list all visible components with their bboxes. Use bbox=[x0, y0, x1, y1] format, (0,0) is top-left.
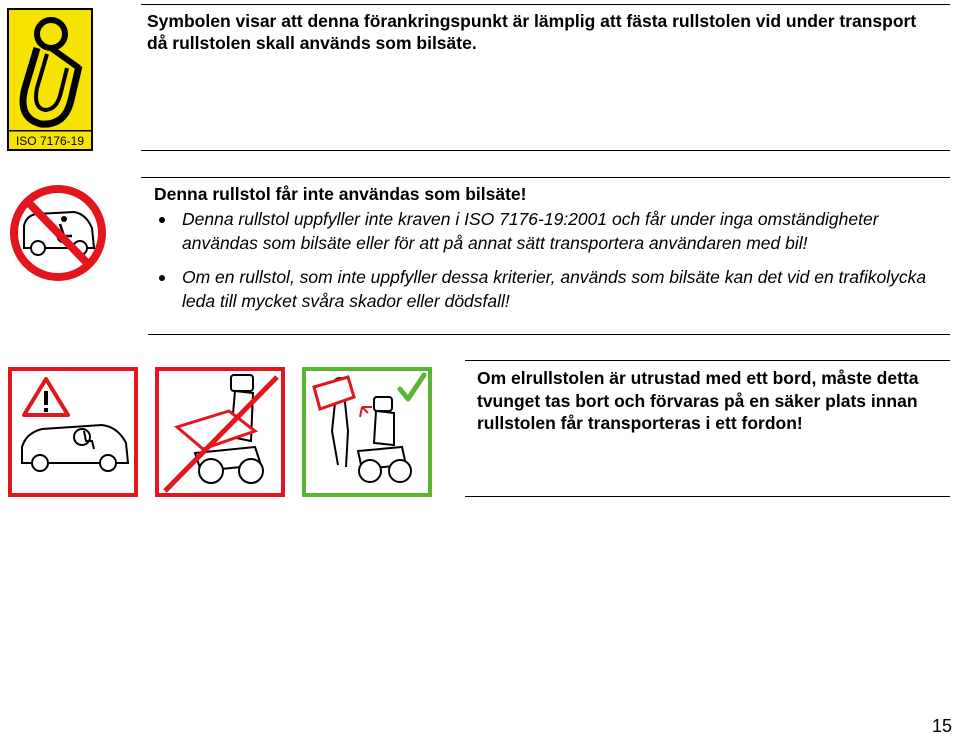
bullet-icon bbox=[159, 217, 165, 223]
table-removed-allowed-icon bbox=[302, 367, 432, 497]
iso-symbol-label: ISO 7176-19 bbox=[15, 134, 85, 148]
section3-top-rule bbox=[465, 360, 950, 361]
warning-bullet-list bbox=[150, 207, 940, 313]
table-removal-text: Om elrullstolen är utrustad med ett bord, måste detta tvunget tas bort och förvaras på en säker plats innan rullstolen får transporteras i ett fordon! bbox=[477, 368, 919, 433]
warning-car-icon bbox=[8, 367, 138, 497]
iso-anchor-symbol bbox=[7, 8, 93, 151]
section3-bottom-rule bbox=[465, 496, 950, 497]
bullet-icon bbox=[159, 275, 165, 281]
bullet-text: Om en rullstol, som inte uppfyller dessa kriterier, används som bilsäte kan det vid en trafikolycka leda till mycket svåra skador eller dödsfall! bbox=[182, 267, 927, 311]
section2-heading: Denna rullstol får inte användas som bilsäte! bbox=[154, 184, 527, 204]
section2-top-rule bbox=[141, 177, 950, 178]
page-number: 15 bbox=[931, 716, 952, 736]
list-item bbox=[150, 265, 940, 313]
top-rule bbox=[141, 4, 950, 5]
no-car-transport-icon bbox=[8, 182, 108, 284]
list-item bbox=[150, 207, 940, 255]
wheelchair-with-table-prohibited-icon bbox=[155, 367, 285, 497]
section1-bottom-rule bbox=[141, 150, 950, 151]
bullet-text: Denna rullstol uppfyller inte kraven i ISO 7176-19:2001 och får under inga omständigheter användas som bilsäte eller för att på annat sätt transportera användaren med bil! bbox=[182, 209, 879, 253]
section2-bottom-rule bbox=[148, 334, 950, 335]
iso-symbol-text: Symbolen visar att denna förankringspunkt är lämplig att fästa rullstolen vid under transport då rullstolen skall används som bilsäte. bbox=[147, 11, 917, 53]
